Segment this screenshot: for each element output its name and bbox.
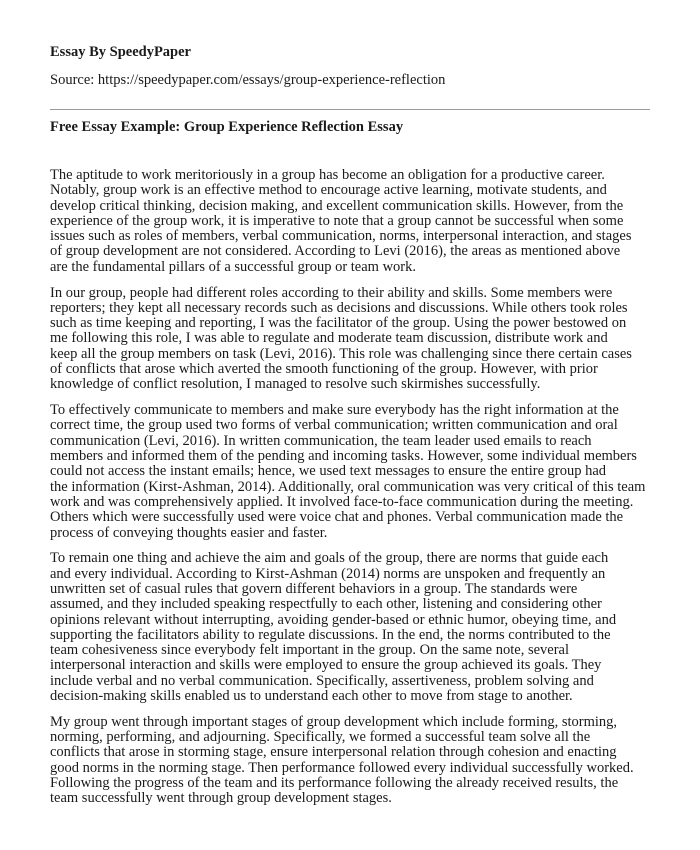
paragraph: To effectively communicate to members and make sure everybody has the right information at the correct time, the group used two forms of verbal communication; written communication and oral communication (Levi, 2016). In written communication, the team leader used emails to reach members and informed them of the pending and incoming tasks. However, some individual members could not access the instant emails; hence, we used text messages to ensure the entire group had the information (Kirst-Ashman, 2014). Additionally, oral communication was very critical of this team work and was comprehensively applied. It involved face-to-face communication during the meeting. Others which were successfully used were voice chat and phones. Verbal communication made the process of conveying thoughts easier and faster.: [50, 402, 646, 541]
source-line: Source: https://speedypaper.com/essays/group-experience-reflection: [50, 72, 446, 88]
paragraph: The aptitude to work meritoriously in a group has become an obligation for a productive career. Notably, group work is an effective method to encourage active learning, motivate students, and develop critical thinking, decision making, and excellent communication skills. However, from the experience of the group work, it is imperative to note that a group cannot be successful when some issues such as roles of members, verbal communication, norms, interpersonal interaction, and stages of group development are not considered. According to Levi (2016), the areas as mentioned above are the fundamental pillars of a successful group or team work.: [50, 167, 632, 275]
paragraph: To remain one thing and achieve the aim and goals of the group, there are norms that guide each and every individual. According to Kirst-Ashman (2014) norms are unspoken and frequently an unwritten set of casual rules that govern different behaviors in a group. The standards were assumed, and they included speaking respectfully to each other, listening and considering other opinions relevant without interrupting, avoiding gender-based or ethnic humor, obeying time, and supporting the facilitators ability to regulate discussions. In the end, the norms contributed to the team cohesiveness since everybody felt important in the group. On the same note, several interpersonal interaction and skills were employed to ensure the group achieved its goals. They include verbal and no verbal communication. Specifically, assertiveness, problem solving and decision-making skills enabled us to understand each other to move from stage to another.: [50, 550, 617, 704]
essay-body: [50, 168, 650, 817]
header-divider: [50, 109, 650, 110]
paragraph: In our group, people had different roles according to their ability and skills. Some members were reporters; they kept all necessary records such as decisions and discussions. While others took roles such as time keeping and reporting, I was the facilitator of the group. Using the power bestowed on me following this role, I was able to regulate and moderate team discussion, distribute work and keep all the group members on task (Levi, 2016). This role was challenging since there certain cases of conflicts that arose which averted the smooth functioning of the group. However, with prior knowledge of conflict resolution, I managed to resolve such skirmishes successfully.: [50, 284, 632, 393]
paragraph: My group went through important stages of group development which include forming, storming, norming, performing, and adjourning. Specifically, we formed a successful team solve all the conflicts that arose in storming stage, ensure interpersonal relation through cohesion and enacting good norms in the norming stage. Then performance followed every individual successfully worked. Following the progress of the team and its performance following the already received results, the team successfully went through group development stages.: [50, 713, 634, 807]
essay-title: Free Essay Example: Group Experience Reflection Essay: [50, 119, 404, 135]
essay-author-heading: Essay By SpeedyPaper: [50, 44, 191, 60]
